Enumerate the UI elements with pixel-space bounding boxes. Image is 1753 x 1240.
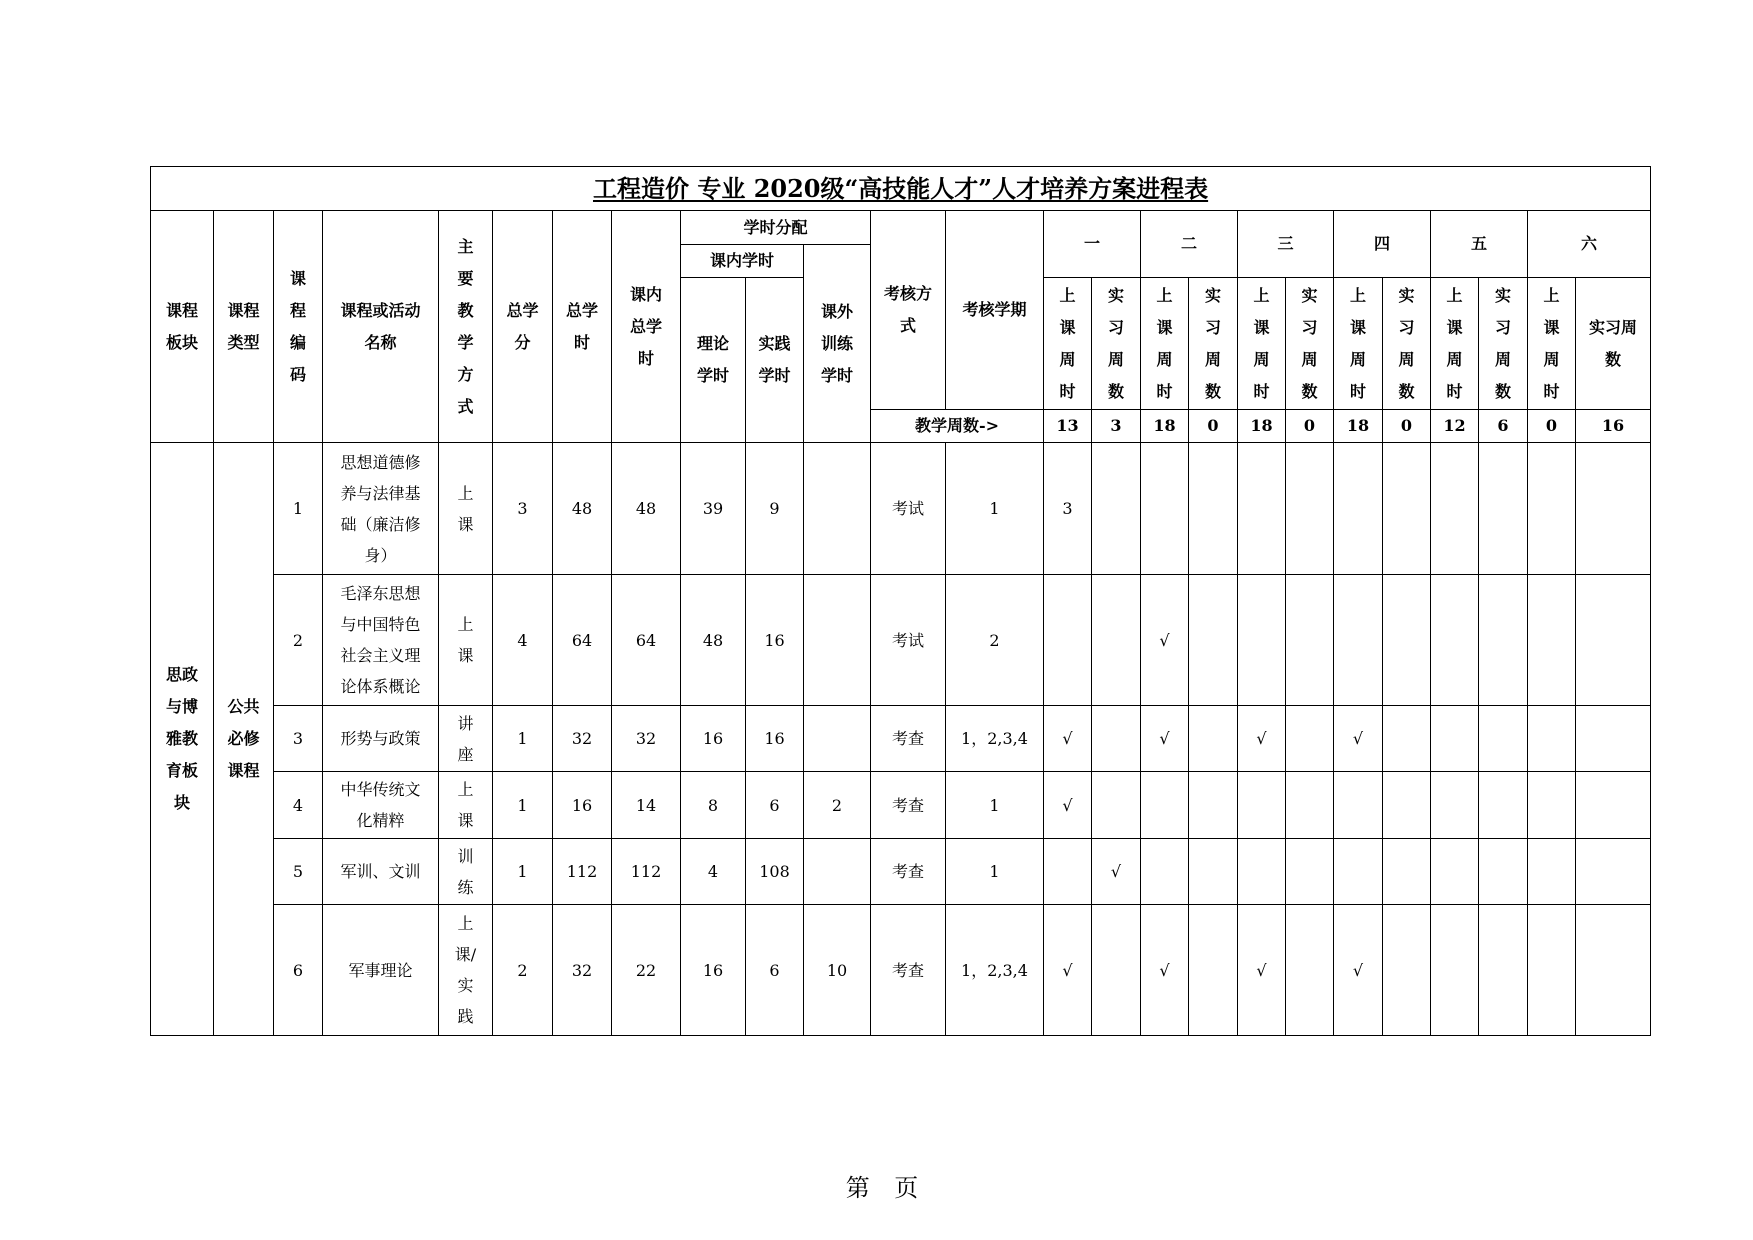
course-theory-hours: 8: [681, 772, 746, 839]
training-plan-table: [150, 166, 1651, 1036]
semester-6-intern-mark: [1576, 905, 1651, 1036]
header-extra: [804, 245, 871, 443]
course-row: [151, 706, 1651, 772]
semester-5-intern-mark: [1479, 575, 1528, 706]
course-in-class-total: 22: [612, 905, 681, 1036]
course-row: [151, 443, 1651, 575]
course-row: [151, 839, 1651, 905]
header-exam-method: [871, 211, 946, 410]
course-extra-hours: 2: [804, 772, 871, 839]
semester-6-intern-mark: [1576, 443, 1651, 575]
semester-3-class-mark: [1238, 839, 1286, 905]
semester-6-class-mark: [1528, 905, 1576, 1036]
course-exam-term: 1: [946, 839, 1044, 905]
course-theory-hours: 48: [681, 575, 746, 706]
header-semester-3-class: [1238, 278, 1286, 410]
header-semester-2-class-label: 上课周时: [1156, 285, 1173, 401]
header-semester-6: 六: [1528, 211, 1651, 278]
course-in-class-total: 112: [612, 839, 681, 905]
course-credits: 1: [493, 839, 553, 905]
semester-4-class-mark: √: [1334, 706, 1383, 772]
semester-5-class-mark: [1431, 772, 1479, 839]
course-type-cell-text: 公共必修课程: [227, 697, 260, 780]
course-method-text: 训练: [457, 846, 474, 897]
semester-1-class-mark: √: [1044, 706, 1092, 772]
course-row: [151, 772, 1651, 839]
course-total-hours: 16: [553, 772, 612, 839]
course-extra-hours: 10: [804, 905, 871, 1036]
course-name: [323, 706, 439, 772]
course-name-text: 思想道德修养与法律基础（廉洁修身）: [340, 452, 421, 565]
course-credits: 3: [493, 443, 553, 575]
course-total-hours: 64: [553, 575, 612, 706]
course-name: [323, 905, 439, 1036]
header-semester-5: 五: [1431, 211, 1528, 278]
course-method: [439, 772, 493, 839]
semester-2-intern-mark: [1189, 772, 1238, 839]
semester-5-intern-mark: [1479, 443, 1528, 575]
semester-1-class-mark: √: [1044, 905, 1092, 1036]
semester-3-intern-mark: [1286, 443, 1334, 575]
course-exam-method: 考查: [871, 839, 946, 905]
semester-5-class-weeks: 12: [1431, 410, 1479, 443]
semester-2-intern-weeks: 0: [1189, 410, 1238, 443]
course-exam-term: 1: [946, 772, 1044, 839]
course-practice-hours: 16: [746, 575, 804, 706]
course-credits: 2: [493, 905, 553, 1036]
course-name: [323, 575, 439, 706]
header-semester-5-intern: [1479, 278, 1528, 410]
course-code: 5: [274, 839, 323, 905]
course-name-text: 中华传统文化精粹: [340, 780, 421, 830]
course-type-cell: [214, 443, 274, 1036]
course-extra-hours: [804, 706, 871, 772]
course-row: [151, 575, 1651, 706]
header-allocation: 学时分配: [681, 211, 871, 245]
module-name-cell: [151, 443, 214, 1036]
semester-3-intern-mark: [1286, 905, 1334, 1036]
course-exam-method: 考试: [871, 443, 946, 575]
header-semester-6-class: [1528, 278, 1576, 410]
semester-6-intern-mark: [1576, 575, 1651, 706]
semester-1-intern-weeks: 3: [1092, 410, 1141, 443]
header-semester-3-intern-label: 实习周数: [1301, 285, 1318, 401]
header-semester-1-class: [1044, 278, 1092, 410]
header-semester-4-class: [1334, 278, 1383, 410]
header-semester-1: 一: [1044, 211, 1141, 278]
semester-6-class-mark: [1528, 706, 1576, 772]
semester-2-class-mark: [1141, 772, 1189, 839]
semester-4-intern-mark: [1383, 772, 1431, 839]
header-semester-1-class-label: 上课周时: [1059, 285, 1076, 401]
semester-4-intern-mark: [1383, 706, 1431, 772]
semester-5-intern-mark: [1479, 905, 1528, 1036]
course-table-body: [151, 443, 1651, 1036]
header-theory: [681, 278, 746, 443]
header-code-label: 课程编码: [289, 268, 306, 384]
semester-2-intern-mark: [1189, 443, 1238, 575]
course-theory-hours: 4: [681, 839, 746, 905]
header-semester-5-class-label: 上课周时: [1446, 285, 1463, 401]
course-credits: 4: [493, 575, 553, 706]
course-code: 2: [274, 575, 323, 706]
course-total-hours: 48: [553, 443, 612, 575]
header-in-class-total: [612, 211, 681, 443]
header-total-hours-label: 总学时: [565, 300, 598, 352]
header-module-label: 课程板块: [165, 300, 198, 352]
semester-6-class-mark: [1528, 839, 1576, 905]
course-in-class-total: 48: [612, 443, 681, 575]
header-credits-label: 总学分: [506, 300, 539, 352]
header-semester-3-intern: [1286, 278, 1334, 410]
semester-2-intern-mark: [1189, 905, 1238, 1036]
course-in-class-total: 14: [612, 772, 681, 839]
header-semester-5-intern-label: 实习周数: [1494, 285, 1511, 401]
semester-5-class-mark: [1431, 443, 1479, 575]
header-total-hours: [553, 211, 612, 443]
semester-1-class-mark: [1044, 575, 1092, 706]
semester-4-intern-weeks: 0: [1383, 410, 1431, 443]
header-semester-2: 二: [1141, 211, 1238, 278]
semester-2-class-weeks: 18: [1141, 410, 1189, 443]
semester-4-class-mark: √: [1334, 905, 1383, 1036]
header-semester-1-intern-label: 实习周数: [1107, 285, 1124, 401]
semester-3-intern-mark: [1286, 772, 1334, 839]
page-footer: 第 页: [845, 1174, 919, 1202]
course-code: 1: [274, 443, 323, 575]
course-name: [323, 772, 439, 839]
semester-3-class-mark: √: [1238, 905, 1286, 1036]
semester-1-intern-mark: [1092, 706, 1141, 772]
semester-4-class-mark: [1334, 443, 1383, 575]
course-method-text: 上课: [457, 483, 474, 534]
semester-2-class-mark: √: [1141, 905, 1189, 1036]
course-method: [439, 575, 493, 706]
course-exam-term: 1，2,3,4: [946, 706, 1044, 772]
semester-5-class-mark: [1431, 905, 1479, 1036]
course-exam-method: 考查: [871, 706, 946, 772]
course-credits: 1: [493, 772, 553, 839]
semester-3-class-weeks: 18: [1238, 410, 1286, 443]
semester-1-intern-mark: [1092, 772, 1141, 839]
header-semester-6-intern-label: 实习周数: [1589, 317, 1638, 369]
semester-6-class-mark: [1528, 443, 1576, 575]
course-method-text: 上课: [457, 780, 474, 830]
semester-4-intern-mark: [1383, 575, 1431, 706]
semester-3-class-mark: [1238, 575, 1286, 706]
semester-2-intern-mark: [1189, 839, 1238, 905]
course-method: [439, 443, 493, 575]
header-practice: [746, 278, 804, 443]
course-code: 6: [274, 905, 323, 1036]
header-semester-3: 三: [1238, 211, 1334, 278]
header-name-label: 课程或活动名称: [340, 300, 421, 352]
course-in-class-total: 32: [612, 706, 681, 772]
course-method-text: 上课: [457, 615, 474, 665]
semester-4-class-weeks: 18: [1334, 410, 1383, 443]
header-semester-4-intern: [1383, 278, 1431, 410]
semester-2-class-mark: √: [1141, 706, 1189, 772]
header-credits: [493, 211, 553, 443]
semester-1-intern-mark: [1092, 905, 1141, 1036]
semester-2-intern-mark: [1189, 706, 1238, 772]
course-practice-hours: 9: [746, 443, 804, 575]
course-extra-hours: [804, 839, 871, 905]
semester-3-intern-mark: [1286, 706, 1334, 772]
semester-3-class-mark: √: [1238, 706, 1286, 772]
course-name: [323, 839, 439, 905]
course-extra-hours: [804, 443, 871, 575]
semester-4-class-mark: [1334, 575, 1383, 706]
semester-2-class-mark: [1141, 839, 1189, 905]
semester-3-class-mark: [1238, 443, 1286, 575]
semester-4-class-mark: [1334, 772, 1383, 839]
title-row: [151, 167, 1651, 211]
header-semester-2-class: [1141, 278, 1189, 410]
table-title: 工程造价 专业 2020级“高技能人才”人才培养方案进程表: [592, 173, 1209, 203]
course-method: [439, 706, 493, 772]
semester-5-class-mark: [1431, 839, 1479, 905]
header-semester-6-class-label: 上课周时: [1543, 285, 1560, 401]
semester-5-intern-mark: [1479, 772, 1528, 839]
semester-1-class-mark: [1044, 839, 1092, 905]
teaching-weeks-label: 教学周数->: [871, 410, 1044, 443]
course-practice-hours: 6: [746, 905, 804, 1036]
course-row: [151, 905, 1651, 1036]
semester-6-class-mark: [1528, 772, 1576, 839]
semester-3-intern-weeks: 0: [1286, 410, 1334, 443]
course-name-text: 毛泽东思想与中国特色社会主义理论体系概论: [340, 584, 421, 696]
semester-1-intern-mark: √: [1092, 839, 1141, 905]
course-total-hours: 32: [553, 706, 612, 772]
header-semester-2-intern: [1189, 278, 1238, 410]
semester-2-intern-mark: [1189, 575, 1238, 706]
header-semester-6-intern: [1576, 278, 1651, 410]
semester-2-class-mark: [1141, 443, 1189, 575]
course-name: [323, 443, 439, 575]
header-semester-3-class-label: 上课周时: [1253, 285, 1270, 401]
semester-5-class-mark: [1431, 706, 1479, 772]
semester-6-class-weeks: 0: [1528, 410, 1576, 443]
semester-1-class-mark: 3: [1044, 443, 1092, 575]
header-in-class: 课内学时: [681, 245, 804, 278]
course-method-text: 上课/实践: [454, 914, 477, 1026]
semester-6-intern-mark: [1576, 839, 1651, 905]
course-theory-hours: 16: [681, 706, 746, 772]
semester-1-intern-mark: [1092, 575, 1141, 706]
semester-1-class-weeks: 13: [1044, 410, 1092, 443]
header-module: [151, 211, 214, 443]
header-code: [274, 211, 323, 443]
course-name-text: 军事理论: [348, 960, 413, 980]
semester-4-class-mark: [1334, 839, 1383, 905]
course-total-hours: 32: [553, 905, 612, 1036]
semester-3-intern-mark: [1286, 839, 1334, 905]
header-method-label: 主要教学方式: [457, 236, 474, 416]
header-semester-4: 四: [1334, 211, 1431, 278]
course-practice-hours: 16: [746, 706, 804, 772]
course-total-hours: 112: [553, 839, 612, 905]
semester-1-class-mark: √: [1044, 772, 1092, 839]
course-practice-hours: 108: [746, 839, 804, 905]
semester-6-intern-mark: [1576, 706, 1651, 772]
semester-6-intern-mark: [1576, 772, 1651, 839]
header-semester-5-class: [1431, 278, 1479, 410]
course-name-text: 军训、文训: [340, 862, 421, 881]
header-practice-label: 实践学时: [758, 334, 791, 385]
header-type-label: 课程类型: [227, 300, 260, 352]
course-exam-term: 2: [946, 575, 1044, 706]
course-practice-hours: 6: [746, 772, 804, 839]
semester-5-intern-mark: [1479, 839, 1528, 905]
course-theory-hours: 16: [681, 905, 746, 1036]
semester-5-intern-weeks: 6: [1479, 410, 1528, 443]
semester-1-intern-mark: [1092, 443, 1141, 575]
header-semester-2-intern-label: 实习周数: [1204, 285, 1221, 401]
header-exam-method-label: 考核方式: [883, 284, 932, 335]
header-theory-label: 理论学时: [696, 334, 729, 385]
header-in-class-total-label: 课内总学时: [629, 284, 662, 368]
header-name: [323, 211, 439, 443]
semester-3-intern-mark: [1286, 575, 1334, 706]
course-name-text: 形势与政策: [340, 729, 421, 748]
semester-4-intern-mark: [1383, 905, 1431, 1036]
course-code: 3: [274, 706, 323, 772]
module-name-cell-text: 思政与博雅教育板块: [165, 665, 198, 812]
header-exam-term: 考核学期: [946, 211, 1044, 410]
semester-2-class-mark: √: [1141, 575, 1189, 706]
course-extra-hours: [804, 575, 871, 706]
course-credits: 1: [493, 706, 553, 772]
course-exam-method: 考查: [871, 905, 946, 1036]
course-code: 4: [274, 772, 323, 839]
course-method: [439, 839, 493, 905]
header-semester-4-class-label: 上课周时: [1349, 285, 1366, 401]
header-row-1: [151, 211, 1651, 245]
course-exam-method: 考试: [871, 575, 946, 706]
course-method-text: 讲座: [457, 713, 474, 764]
course-exam-term: 1，2,3,4: [946, 905, 1044, 1036]
header-type: [214, 211, 274, 443]
header-semester-4-intern-label: 实习周数: [1398, 285, 1415, 401]
course-exam-term: 1: [946, 443, 1044, 575]
header-method: [439, 211, 493, 443]
semester-3-class-mark: [1238, 772, 1286, 839]
header-extra-label: 课外训练学时: [820, 301, 853, 385]
semester-5-class-mark: [1431, 575, 1479, 706]
table-title-cell: [151, 167, 1651, 211]
course-method: [439, 905, 493, 1036]
semester-4-intern-mark: [1383, 839, 1431, 905]
course-exam-method: 考查: [871, 772, 946, 839]
header-semester-1-intern: [1092, 278, 1141, 410]
semester-4-intern-mark: [1383, 443, 1431, 575]
semester-5-intern-mark: [1479, 706, 1528, 772]
semester-6-class-mark: [1528, 575, 1576, 706]
course-theory-hours: 39: [681, 443, 746, 575]
semester-6-intern-weeks: 16: [1576, 410, 1651, 443]
course-in-class-total: 64: [612, 575, 681, 706]
